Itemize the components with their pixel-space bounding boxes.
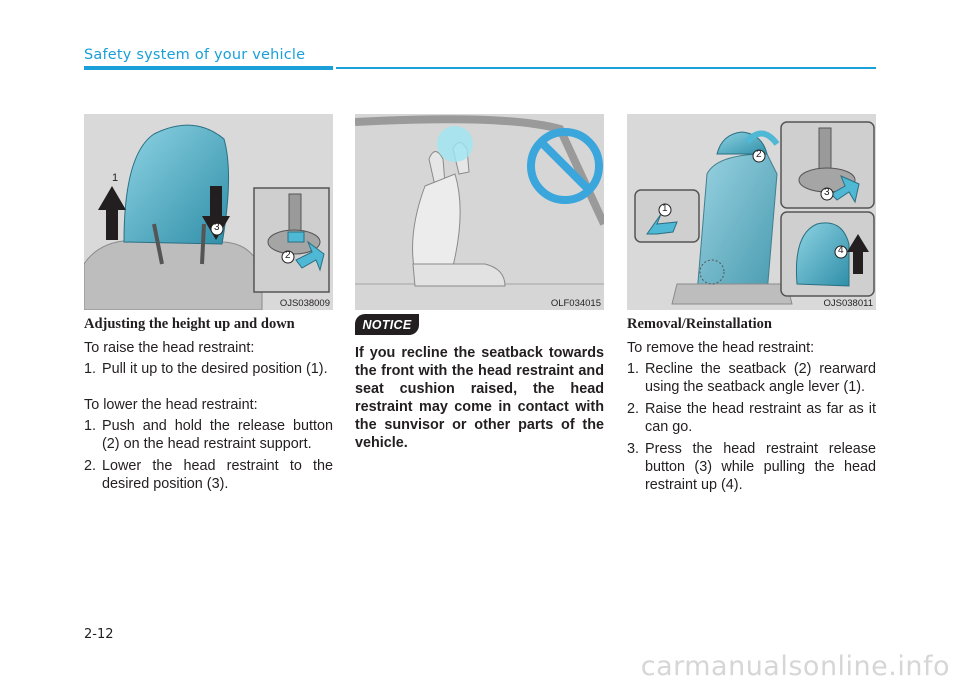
figure-code: OLF034015 — [550, 298, 601, 309]
list-item — [627, 400, 876, 436]
headrest-height-illustration — [84, 114, 333, 310]
header-rule-thin — [336, 67, 876, 69]
list-item-number: 3. — [627, 441, 640, 457]
raise-intro: To raise the head restraint: — [84, 340, 255, 356]
list-item — [84, 360, 333, 378]
heading-adjusting-height: Adjusting the height up and down — [84, 316, 295, 332]
removal-intro: To remove the head restraint: — [627, 340, 815, 356]
figure-headrest-removal — [627, 114, 876, 310]
fig3-label-3: 3 — [824, 187, 830, 198]
section-title: Safety system of your vehicle — [84, 47, 306, 63]
fig3-label-4: 4 — [838, 245, 844, 256]
list-item-number: 1. — [84, 418, 97, 434]
list-item-text: Lower the head restraint to the desired position (3). — [102, 458, 333, 492]
figure-code: OJS038011 — [823, 298, 873, 309]
figure-seat-recline-warning — [355, 114, 604, 310]
heading-removal: Removal/Reinstallation — [627, 316, 772, 332]
figure-headrest-height — [84, 114, 333, 310]
list-item — [84, 417, 333, 453]
list-item-text: Press the head restraint release button (3) while pulling the head restraint up (4). — [645, 441, 876, 493]
list-item-number: 1. — [627, 361, 640, 377]
fig3-label-1: 1 — [662, 203, 668, 214]
watermark: carmanualsonline.info — [640, 651, 950, 682]
left-column — [84, 316, 333, 497]
lower-intro: To lower the head restraint: — [84, 397, 258, 413]
header-rule-thick — [84, 66, 333, 70]
list-item-number: 1. — [84, 361, 97, 377]
page-number: 2-12 — [84, 627, 114, 642]
fig1-label-1: 1 — [112, 172, 119, 184]
right-column — [627, 316, 876, 498]
fig1-label-2: 2 — [285, 250, 291, 261]
fig1-label-3: 3 — [214, 222, 220, 233]
list-item-number: 2. — [627, 401, 640, 417]
notice-badge: NOTICE — [355, 314, 419, 335]
list-item — [627, 440, 876, 494]
list-item-number: 2. — [84, 458, 97, 474]
fig3-label-2: 2 — [756, 149, 762, 160]
list-item-text: Recline the seatback (2) rearward using the seatback angle lever (1). — [645, 361, 876, 395]
list-item — [84, 457, 333, 493]
seat-recline-illustration — [355, 114, 604, 310]
list-item-text: Pull it up to the desired position (1). — [102, 361, 328, 377]
figure-code: OJS038009 — [279, 298, 330, 309]
list-item — [627, 360, 876, 396]
notice-text: If you recline the seatback towards the front with the head restraint and seat cushion raised, the head restraint may come in contact with the sunvisor or other parts of the vehicle. — [355, 345, 604, 451]
list-item-text: Raise the head restraint as far as it can go. — [645, 401, 876, 435]
list-item-text: Push and hold the release button (2) on the head restraint support. — [102, 418, 333, 452]
